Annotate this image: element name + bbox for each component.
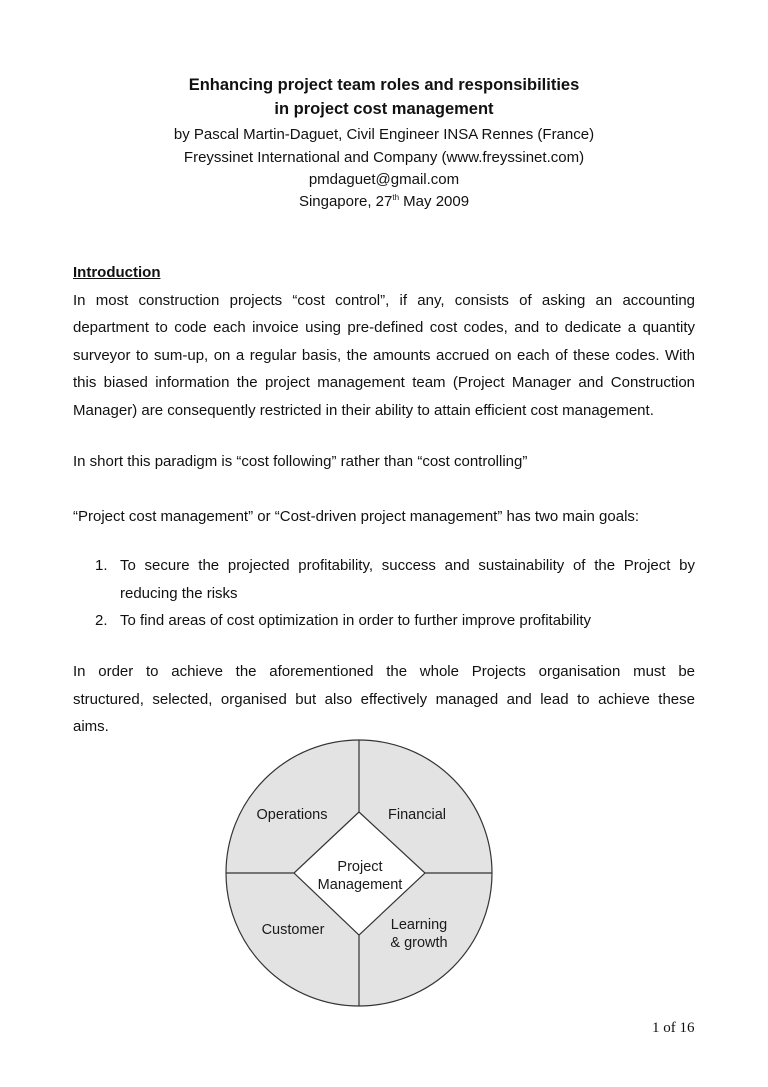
paragraph-3-text: “Project cost management” or “Cost-driven project management” has two main goals: xyxy=(73,508,640,525)
paragraph-1-line-2: department to code each invoice using pre-defined cost codes, and to dedicate a quantity xyxy=(73,319,695,336)
quadrant-operations-label: Operations xyxy=(256,807,328,823)
center-label-line-2: Management xyxy=(317,877,403,893)
goal-number: 1. xyxy=(95,557,108,574)
paragraph-2-text: In short this paradigm is “cost following” rather than “cost controlling” xyxy=(73,453,528,470)
goal-2-line-1: To find areas of cost optimization in order to further improve profitability xyxy=(120,612,592,629)
quadrant-customer-label: Customer xyxy=(261,922,325,938)
paragraph-4-line-1: In order to achieve the aforementioned the whole Projects organisation must be xyxy=(73,663,695,680)
paragraph-4-line-3: aims. xyxy=(73,718,109,735)
author-email: pmdaguet@gmail.com xyxy=(308,171,460,188)
center-label-line-1: Project xyxy=(337,859,383,875)
paragraph-4-line-2: structured, selected, organised but also effectively managed and lead to achieve these xyxy=(73,690,695,708)
document-title-line-1: Enhancing project team roles and responsibilities xyxy=(188,76,580,94)
quadrant-learning-label-line-1: Learning xyxy=(390,917,448,933)
document-title-line-2: in project cost management xyxy=(274,100,494,118)
paragraph-1-line-5: Manager) are consequently restricted in their ability to attain efficient cost management. xyxy=(73,401,654,419)
introduction-heading: Introduction xyxy=(73,264,161,281)
paragraph-1-line-4: this biased information the project management team (Project Manager and Construction xyxy=(73,374,695,391)
page-indicator: 1 of 16 xyxy=(652,1020,695,1036)
goal-1-line-1: To secure the projected profitability, success and sustainability of the Project by xyxy=(120,557,695,574)
author-line: by Pascal Martin-Daguet, Civil Engineer INSA Rennes (France) xyxy=(173,126,595,143)
date-suffix: May 2009 xyxy=(399,193,470,210)
goal-1-line-2: reducing the risks xyxy=(120,584,238,602)
quadrant-financial-label: Financial xyxy=(387,807,447,823)
paragraph-1-line-3: surveyor to sum-up, on a regular basis, the amounts accrued on each of these codes. With xyxy=(73,346,695,364)
date-superscript: th xyxy=(392,193,400,202)
company-line: Freyssinet International and Company (www.freyssinet.com) xyxy=(183,149,585,166)
goal-number: 2. xyxy=(95,612,108,629)
paragraph-1-line-1: In most construction projects “cost control”, if any, consists of asking an accounting xyxy=(73,291,695,309)
quadrant-learning-label-line-2: & growth xyxy=(390,935,448,951)
date-prefix: Singapore, 27 xyxy=(298,193,393,210)
